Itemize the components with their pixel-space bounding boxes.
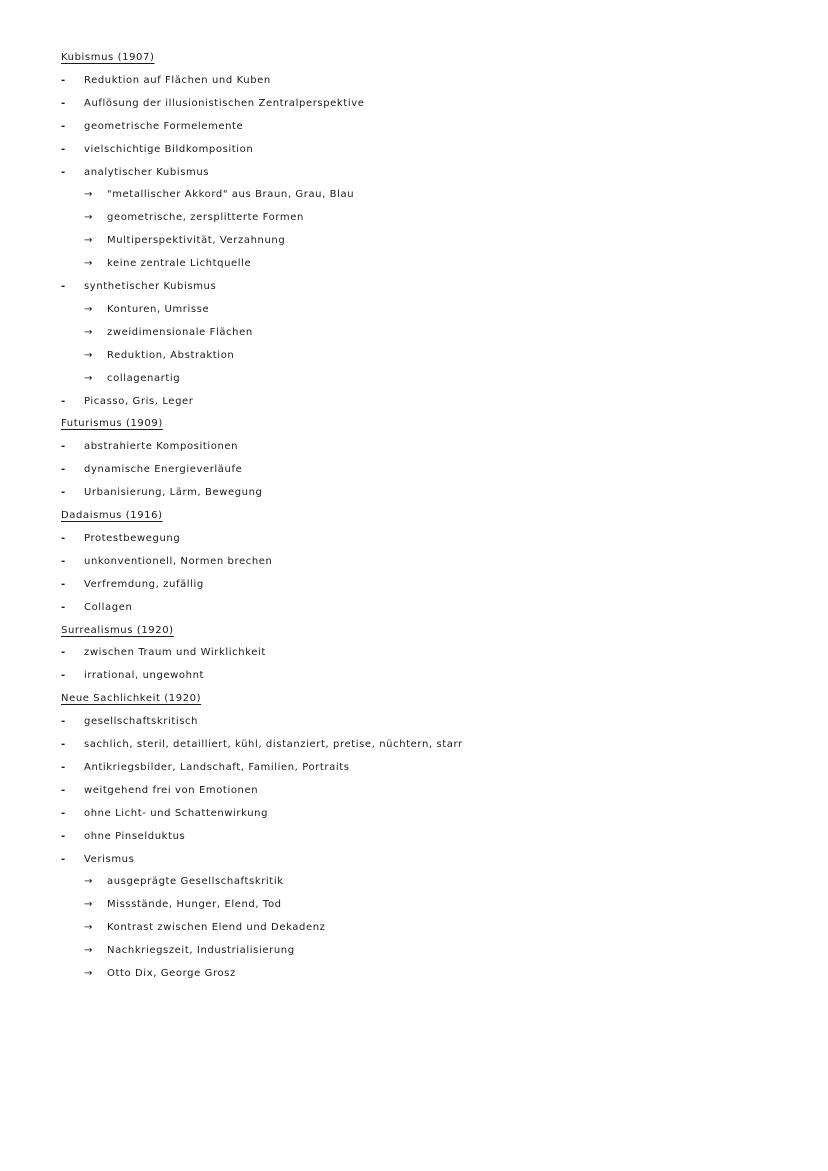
- bullet-text: Reduktion auf Flächen und Kuben: [84, 74, 271, 86]
- bullet-item: [0, 391, 828, 413]
- sub-bullet-text: Kontrast zwischen Elend und Dekadenz: [107, 922, 326, 934]
- bullet-text: dynamische Energieverläufe: [84, 464, 243, 476]
- section-heading-text: Kubismus (1907): [61, 52, 155, 63]
- dash-marker: -: [61, 143, 66, 155]
- arrow-right-icon: →: [84, 258, 93, 270]
- dash-marker: -: [61, 807, 66, 819]
- bullet-item: [0, 780, 828, 802]
- bullet-text: unkonventionell, Normen brechen: [84, 555, 273, 567]
- sub-bullet-item: [0, 184, 828, 206]
- arrow-right-icon: →: [84, 189, 93, 201]
- sub-bullet-item: [0, 894, 828, 916]
- bullet-item: [0, 551, 828, 573]
- sub-bullet-item: [0, 299, 828, 321]
- sub-bullet-text: ausgeprägte Gesellschaftskritik: [107, 876, 284, 888]
- dash-marker: -: [61, 120, 66, 132]
- bullet-item: [0, 757, 828, 779]
- sub-bullet-item: [0, 322, 828, 344]
- bullet-text: abstrahierte Kompositionen: [84, 441, 239, 453]
- dash-marker: -: [61, 647, 66, 659]
- bullet-text: Protestbewegung: [84, 532, 181, 544]
- sub-bullet-text: keine zentrale Lichtquelle: [107, 258, 252, 270]
- dash-marker: -: [61, 784, 66, 796]
- section-heading-text: Neue Sachlichkeit (1920): [61, 693, 202, 705]
- section-heading: [0, 413, 828, 435]
- sub-bullet-item: [0, 963, 828, 985]
- section-heading: [0, 620, 828, 642]
- bullet-item: [0, 803, 828, 825]
- section-heading-text: Futurismus (1909): [61, 418, 163, 430]
- sub-bullet-text: Otto Dix, George Grosz: [107, 968, 236, 979]
- bullet-item: [0, 162, 828, 184]
- bullet-text: Verfremdung, zufällig: [84, 578, 204, 590]
- sub-bullet-item: [0, 253, 828, 275]
- bullet-item: [0, 528, 828, 550]
- bullet-item: [0, 734, 828, 756]
- dash-marker: -: [61, 739, 66, 750]
- sub-bullet-text: Nachkriegszeit, Industrialisierung: [107, 945, 295, 957]
- arrow-right-icon: →: [84, 326, 93, 338]
- dash-marker: -: [61, 487, 66, 499]
- bullet-text: ohne Licht- und Schattenwirkung: [84, 807, 269, 819]
- bullet-item: [0, 849, 828, 871]
- sub-bullet-text: Konturen, Umrisse: [107, 303, 210, 315]
- bullet-item: [0, 665, 828, 687]
- arrow-right-icon: →: [84, 899, 93, 911]
- dash-marker: -: [61, 761, 66, 773]
- sub-bullet-text: "metallischer Akkord" aus Braun, Grau, Blau: [107, 189, 355, 201]
- sub-bullet-item: [0, 368, 828, 390]
- bullet-text: geometrische Formelemente: [84, 120, 244, 132]
- bullet-item: [0, 642, 828, 664]
- sub-bullet-item: [0, 917, 828, 939]
- bullet-text: synthetischer Kubismus: [84, 281, 217, 292]
- bullet-text: irrational, ungewohnt: [84, 670, 205, 682]
- bullet-item: [0, 574, 828, 596]
- bullet-item: [0, 116, 828, 138]
- dash-marker: -: [61, 464, 66, 476]
- dash-marker: -: [61, 532, 66, 544]
- section-heading-text: Surrealismus (1920): [61, 624, 174, 636]
- sub-bullet-text: geometrische, zersplitterte Formen: [107, 212, 304, 224]
- bullet-text: Antikriegsbilder, Landschaft, Familien, Portraits: [84, 761, 350, 773]
- arrow-right-icon: →: [84, 876, 93, 888]
- bullet-item: [0, 436, 828, 458]
- section-heading-text: Dadaismus (1916): [61, 510, 163, 521]
- dash-marker: -: [61, 395, 66, 407]
- bullet-item: [0, 597, 828, 619]
- sub-bullet-text: zweidimensionale Flächen: [107, 326, 253, 338]
- bullet-text: ohne Pinselduktus: [84, 830, 186, 842]
- dash-marker: -: [61, 74, 66, 86]
- dash-marker: -: [61, 97, 66, 109]
- bullet-item: [0, 276, 828, 298]
- section-heading: [0, 688, 828, 710]
- sub-bullet-item: [0, 940, 828, 962]
- bullet-text: weitgehend frei von Emotionen: [84, 784, 259, 796]
- dash-marker: -: [61, 670, 66, 682]
- arrow-right-icon: →: [84, 372, 93, 384]
- sub-bullet-text: Missstände, Hunger, Elend, Tod: [107, 899, 282, 911]
- bullet-text: Picasso, Gris, Leger: [84, 395, 194, 407]
- bullet-text: sachlich, steril, detailliert, kühl, distanziert, pretise, nüchtern, starr: [84, 739, 463, 750]
- dash-marker: -: [61, 166, 66, 178]
- bullet-text: Collagen: [84, 601, 133, 613]
- arrow-right-icon: →: [84, 945, 93, 957]
- sub-bullet-text: Multiperspektivität, Verzahnung: [107, 235, 286, 247]
- bullet-text: zwischen Traum und Wirklichkeit: [84, 647, 266, 659]
- arrow-right-icon: →: [84, 235, 93, 247]
- sub-bullet-item: [0, 207, 828, 229]
- dash-marker: -: [61, 441, 66, 453]
- bullet-item: [0, 711, 828, 733]
- bullet-item: [0, 70, 828, 92]
- dash-marker: -: [61, 578, 66, 590]
- sub-bullet-item: [0, 871, 828, 893]
- bullet-text: Urbanisierung, Lärm, Bewegung: [84, 487, 263, 499]
- sub-bullet-item: [0, 345, 828, 367]
- bullet-text: gesellschaftskritisch: [84, 716, 199, 728]
- bullet-text: analytischer Kubismus: [84, 166, 210, 178]
- bullet-item: [0, 459, 828, 481]
- dash-marker: -: [61, 281, 66, 292]
- section-heading: [0, 505, 828, 527]
- sub-bullet-text: Reduktion, Abstraktion: [107, 349, 235, 361]
- arrow-right-icon: →: [84, 349, 93, 361]
- dash-marker: -: [61, 830, 66, 842]
- arrow-right-icon: →: [84, 968, 93, 979]
- bullet-text: Auflösung der illusionistischen Zentralperspektive: [84, 97, 365, 109]
- arrow-right-icon: →: [84, 303, 93, 315]
- bullet-text: vielschichtige Bildkomposition: [84, 143, 254, 155]
- sub-bullet-item: [0, 230, 828, 252]
- bullet-item: [0, 826, 828, 848]
- dash-marker: -: [61, 601, 66, 613]
- bullet-item: [0, 482, 828, 504]
- arrow-right-icon: →: [84, 922, 93, 934]
- section-heading: [0, 47, 828, 69]
- dash-marker: -: [61, 716, 66, 728]
- bullet-item: [0, 139, 828, 161]
- bullet-item: [0, 93, 828, 115]
- arrow-right-icon: →: [84, 212, 93, 224]
- dash-marker: -: [61, 853, 66, 865]
- dash-marker: -: [61, 555, 66, 567]
- sub-bullet-text: collagenartig: [107, 372, 181, 384]
- bullet-text: Verismus: [84, 853, 135, 865]
